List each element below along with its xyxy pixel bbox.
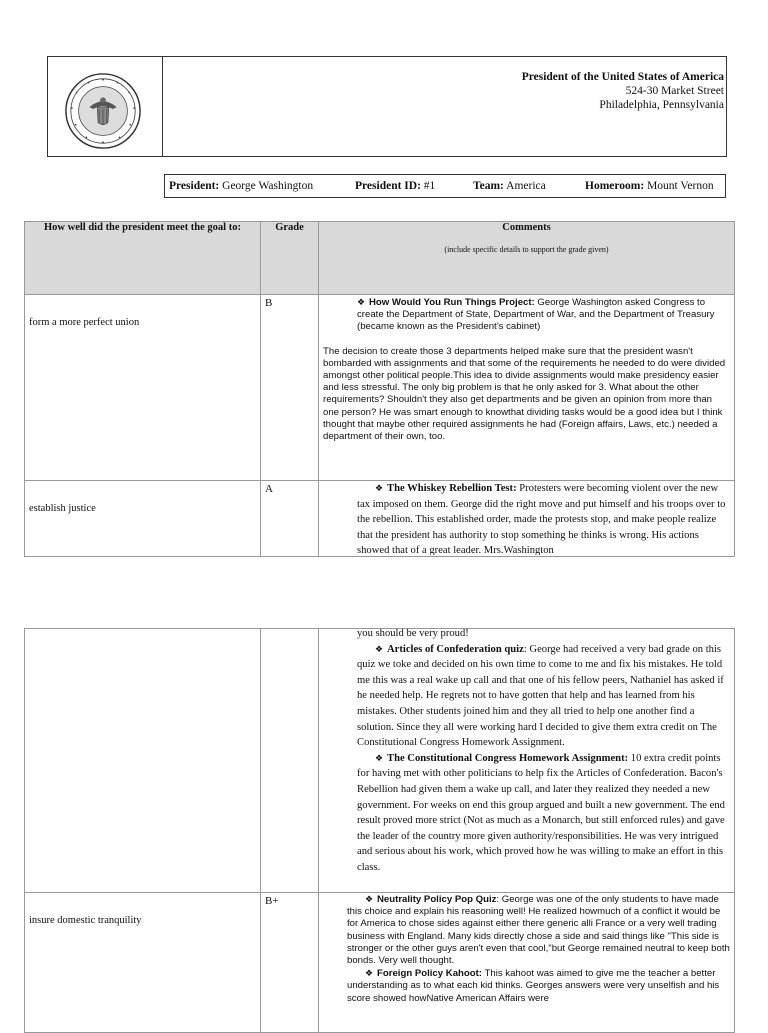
grade-cell: B+	[261, 893, 319, 1033]
comment-item	[347, 893, 730, 967]
comment-continuation: you should be very proud!	[357, 628, 469, 639]
table-row	[25, 893, 735, 1033]
president-id-field	[355, 180, 435, 192]
letterhead-address-line2: Philadelphia, Pennsylvania	[599, 99, 724, 111]
team-field	[473, 180, 546, 192]
homeroom-label: Homeroom:	[585, 180, 645, 192]
comment-cell	[319, 893, 735, 1033]
comment-item-text: : George had received a very bad grade on this quiz we toke and decided on his own time to come to me and fix his mistakes. He told me this was a real wake up call and that one of his fellow peers, Nathaniel has asked if he needed help. He regrets not to have gotten that help and has learned from his mistakes. Other students joined him and they all tried to help one another find a solution. Since they all were working hard I decided to give them extra credit on The Constitutional Congress Homework Assignment.	[357, 643, 724, 749]
letterhead-name: President of the United States of America	[521, 71, 724, 83]
comment-item-title: Neutrality Policy Pop Quiz	[377, 894, 497, 905]
president-field	[169, 180, 313, 192]
homeroom-field	[585, 180, 714, 192]
comment-item-text: : George was one of the only students to have made this choice and explain his reasoning well! He realized howmuch of a conflict it would be for America to chose sides against either there generic alli France or a very well trading business with England. Many kids directly chose a side and said things like "This side is stronger or the other guys aren't even that cool,"but George remained neutral to keep both bonds. Very well thought.	[347, 894, 730, 967]
table-row	[25, 295, 735, 481]
comment-item-text: This kahoot was aimed to give me the teacher a better understanding as to what each kid thinks. Georges answers were very unselfish and his score showed howNative American Affairs were	[347, 968, 720, 1004]
comment-item-text: Protesters were becoming violent over the new tax imposed on them. George did the right move and put himself and his troops over to the rebellion. This established order, made the protests stop, and make people realize that the president has authority to stop something he thinks is wrong. His actions showed that of a great leader. Mrs.Washington	[357, 483, 726, 555]
comment-item-title: Articles of Confederation quiz	[387, 643, 524, 655]
comments-header-subtitle: (include specific details to support the grade given)	[444, 245, 609, 254]
comment-item	[347, 967, 730, 1005]
team-value: America	[506, 180, 546, 192]
grade-cell: B	[261, 295, 319, 481]
diamond-bullet-icon: ❖	[365, 968, 374, 979]
comment-item	[357, 642, 730, 751]
comments-header-title: Comments	[502, 222, 551, 233]
comment-item-title: The Whiskey Rebellion Test:	[387, 483, 517, 494]
grade-table	[24, 221, 735, 557]
grade-column-header: Grade	[261, 222, 319, 295]
president-id-value: #1	[423, 180, 436, 192]
diamond-bullet-icon: ❖	[365, 894, 374, 904]
comment-item	[357, 481, 730, 555]
letterhead-divider	[162, 56, 163, 157]
diamond-bullet-icon: ❖	[357, 297, 366, 307]
goal-cell: form a more perfect union	[25, 295, 261, 481]
comment-item	[357, 751, 730, 876]
letterhead-address-line1: 524-30 Market Street	[625, 85, 724, 97]
team-label: Team:	[473, 180, 504, 192]
comment-paragraph: The decision to create those 3 departments helped make sure that the president wasn't bombarded with assignments and that some of the requirements he needed to do were divided amongst other political people.This idea to divide assignments would make presidency easier and less stressful. The only big problem is that he only asked for 3. What about the other requirements? Shouldn't they also get departments and be given an opinion from more than one person? He was smart enough to knowthat dividing tasks would be a good idea but I think thought that maybe other required assignments he had (Foreign affairs, Laws, etc.) needed a department of their own, too.	[323, 345, 726, 443]
letterhead-address	[522, 70, 724, 112]
student-info-bar	[164, 174, 726, 198]
table-header-row	[25, 222, 735, 295]
goal-cell: establish justice	[25, 481, 261, 557]
diamond-bullet-icon: ❖	[375, 643, 384, 654]
comment-item-title: How Would You Run Things Project:	[369, 297, 535, 308]
comment-items	[347, 893, 730, 1023]
comment-item-title: The Constitutional Congress Homework Assignment:	[387, 752, 629, 764]
comment-cell	[319, 629, 735, 893]
comment-item-title: Foreign Policy Kahoot:	[377, 968, 483, 980]
homeroom-value: Mount Vernon	[647, 180, 714, 192]
diamond-bullet-icon: ❖	[375, 752, 384, 763]
president-id-label: President ID:	[355, 180, 421, 192]
goal-cell: insure domestic tranquility	[25, 893, 261, 1033]
grade-table-continued	[24, 628, 735, 1033]
comments-column-header	[319, 222, 735, 295]
goal-cell	[25, 629, 261, 893]
president-label: President:	[169, 180, 220, 192]
goal-column-header: How well did the president meet the goal to:	[25, 222, 261, 295]
presidential-seal-icon	[64, 72, 142, 150]
table-row	[25, 629, 735, 893]
comment-item-text: 10 extra credit points for having met with other politicians to help fix the Articles of Confederation. Bacon's Rebellion had given them a wake up call, and later they realized they needed a new government. For weeks on end this group argued and built a new government. The end result proved more strict (Not as much as a Monarch, but still enforced rules) and gave the leader of the country more given authority/responsibilities. He was very intrigued and serious about his work, which proved how he was willing to make an effort in this class.	[357, 752, 725, 873]
diamond-bullet-icon: ❖	[375, 483, 384, 493]
grade-cell: A	[261, 481, 319, 557]
comment-item-text: George Washington asked Congress to create the Department of State, Department of War, and the Department of Treasury (became known as the President’s cabinet)	[357, 297, 715, 333]
table-row	[25, 481, 735, 557]
grade-cell	[261, 629, 319, 893]
comment-cell	[319, 295, 735, 481]
president-value: George Washington	[222, 180, 314, 192]
comment-cell	[319, 481, 735, 557]
comment-item	[323, 296, 730, 334]
